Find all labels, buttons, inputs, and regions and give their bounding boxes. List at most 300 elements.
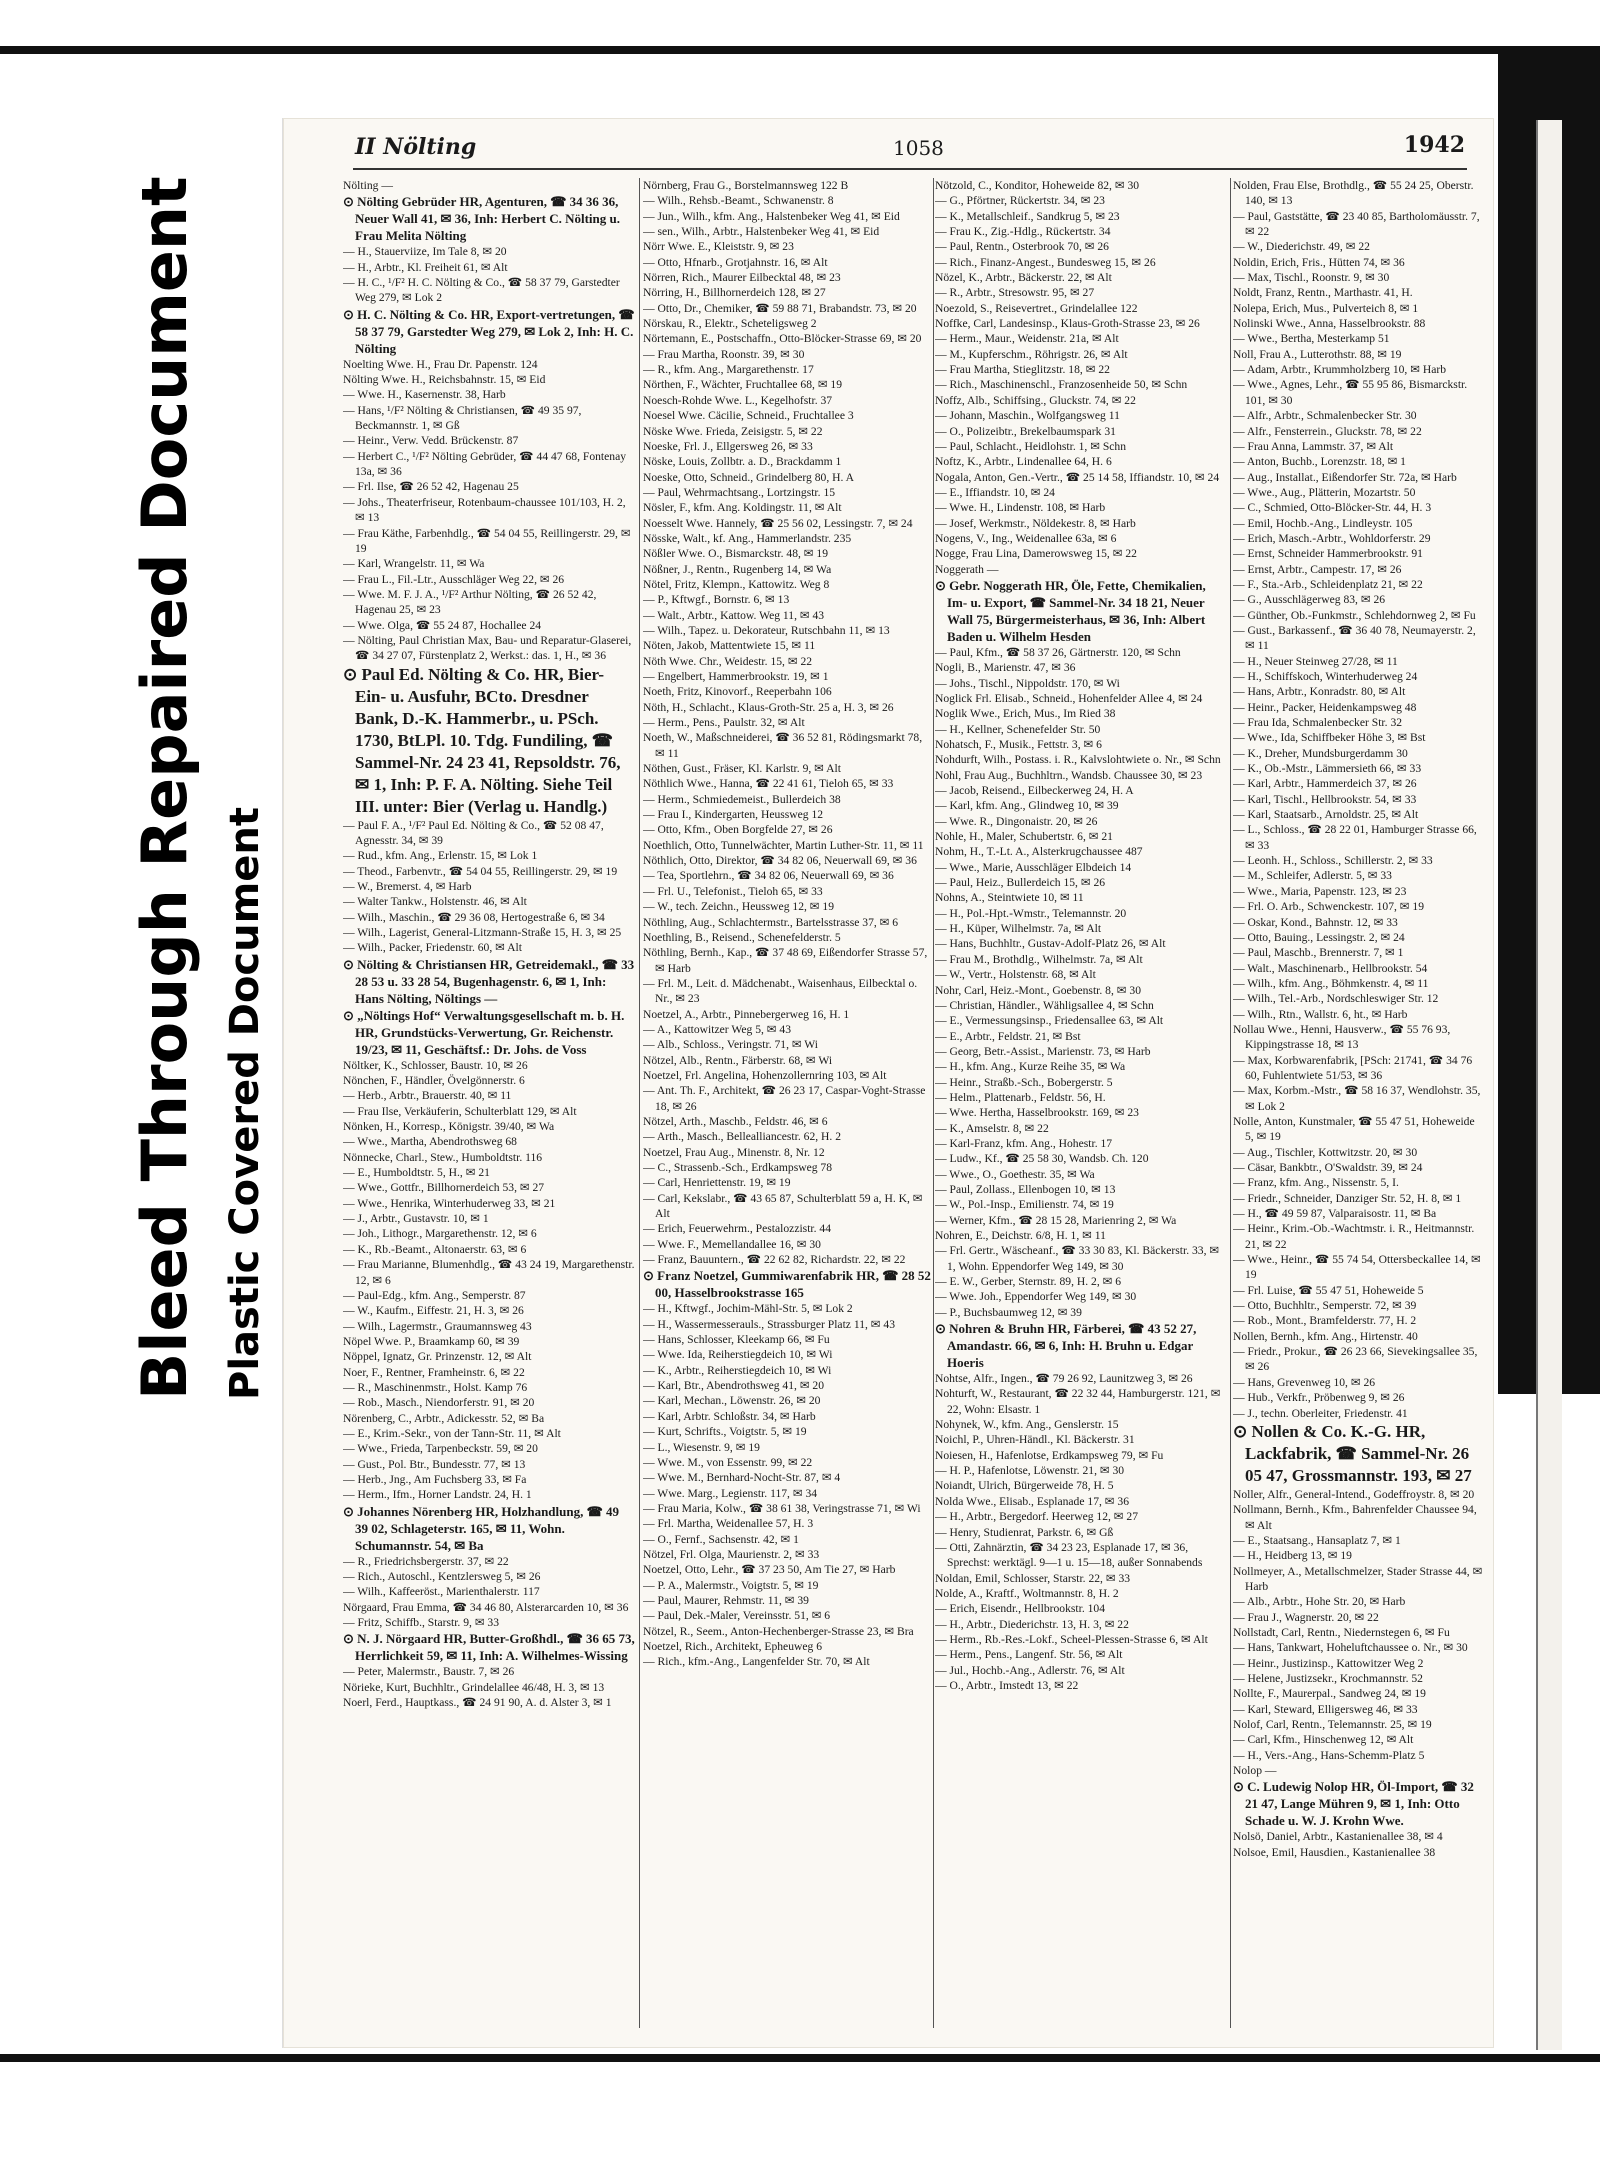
- directory-entry: — H., Schiffskoch, Winterhuderweg 24: [1233, 670, 1418, 683]
- directory-entry: Nöten, Jakob, Mattentwiete 15, ✉ 11: [643, 639, 816, 653]
- directory-entry: — Herm., Pens., Langenf. Str. 56, ✉ Alt: [935, 1648, 1123, 1662]
- directory-entry: Noiesen, H., Hafenlotse, Erdkampsweg 79, ✉ Fu: [935, 1448, 1164, 1462]
- directory-entry: — Karl-Franz, kfm. Ang., Hohestr. 17: [935, 1136, 1113, 1150]
- directory-entry: — Engelbert, Hammerbrookstr. 19, ✉ 1: [643, 670, 829, 683]
- directory-entry: Noffke, Carl, Landesinsp., Klaus-Groth-Strasse 23, ✉ 26: [935, 317, 1200, 331]
- directory-entry: — J., techn. Oberleiter, Friedenstr. 41: [1233, 1406, 1408, 1420]
- directory-entry: Nohle, H., Maler, Schubertstr. 6, ✉ 21: [935, 830, 1113, 844]
- directory-entry: Nolsö, Daniel, Arbtr., Kastanienallee 38, ✉ 4: [1233, 1830, 1443, 1844]
- directory-entry: — Frau Käthe, Farbenhdlg., ☎ 54 04 55, Reillingerstr. 29, ✉ 19: [343, 526, 631, 555]
- directory-entry: Nörenberg, C., Arbtr., Adickesstr. 52, ✉ Ba: [343, 1411, 545, 1425]
- directory-entry: — Leonh. H., Schloss., Schillerstr. 2, ✉ 33: [1233, 854, 1433, 868]
- directory-entry: Nolinski Wwe., Anna, Hasselbrookstr. 88: [1233, 317, 1426, 331]
- directory-entry: ⊙ N. J. Nörgaard HR, Butter-Großhdl., ☎ 36 65 73, Herrlichkeit 59, ✉ 11, Inh: A. Wilhelmes-Wissing: [343, 1631, 635, 1664]
- directory-entry: Nönken, H., Korresp., Königstr. 39/40, ✉ Wa: [343, 1120, 555, 1134]
- directory-entry: — G., Ausschlägerweg 83, ✉ 26: [1233, 593, 1386, 607]
- directory-entry: — Heinr., Verw. Vedd. Brückenstr. 87: [343, 434, 519, 448]
- directory-entry: Nöppel, Ignatz, Gr. Prinzenstr. 12, ✉ Alt: [343, 1350, 532, 1364]
- directory-entry: Nohatsch, F., Musik., Fettstr. 3, ✉ 6: [935, 738, 1102, 751]
- directory-entry: — Anton, Buchb., Lorenzstr. 18, ✉ 1: [1233, 455, 1406, 469]
- directory-entry: — Frl. Martha, Weidenallee 57, H. 3: [643, 1517, 814, 1531]
- directory-entry: — Jacob, Reisend., Eilbeckerweg 24, H. A: [935, 784, 1134, 798]
- directory-entry: — Joh., Lithogr., Margarethenstr. 12, ✉ 6: [343, 1227, 537, 1241]
- directory-entry: Noetzel, Frl. Angelina, Hohenzollernring 103, ✉ Alt: [643, 1068, 887, 1082]
- directory-entry: — H., Arbtr., Kl. Freiheit 61, ✉ Alt: [343, 260, 508, 274]
- directory-entry: — Hans, Arbtr., Konradstr. 80, ✉ Alt: [1233, 685, 1406, 699]
- directory-entry: — Wwe. Joh., Eppendorfer Weg 149, ✉ 30: [935, 1290, 1137, 1304]
- directory-entry: Noesel Wwe. Cäcilie, Schneid., Fruchtallee 3: [643, 409, 854, 423]
- directory-entry: Noeth, W., Maßschneiderei, ☎ 36 52 81, Rödingsmarkt 78, ✉ 11: [643, 731, 923, 760]
- directory-entry: — Ludw., Kf., ☎ 25 58 30, Wandsb. Ch. 120: [935, 1152, 1149, 1166]
- directory-entry: Nolof, Carl, Rentn., Telemannstr. 25, ✉ 19: [1233, 1718, 1432, 1731]
- directory-entry: — Karl, Staatsarb., Arnoldstr. 25, ✉ Alt: [1233, 808, 1419, 822]
- condition-stamp: [110, 70, 280, 1410]
- directory-entry: Nolle, Anton, Kunstmaler, ☎ 55 47 51, Hoheweide 5, ✉ 19: [1233, 1114, 1475, 1144]
- directory-entry: — H., Vers.-Ang., Hans-Schemm-Platz 5: [1233, 1748, 1425, 1762]
- directory-entry: Nößner, J., Rentn., Rugenberg 14, ✉ Wa: [643, 562, 832, 576]
- directory-entry: Noesch-Rohde Wwe. L., Kegelhofstr. 37: [643, 393, 833, 407]
- directory-entry: — P., Buchsbaumweg 12, ✉ 39: [935, 1305, 1082, 1319]
- directory-entry: Nöthling, Aug., Schlachtermstr., Bartelsstrasse 37, ✉ 6: [643, 915, 899, 929]
- directory-entry: — Helene, Justizsekr., Krochmannstr. 52: [1233, 1671, 1423, 1685]
- directory-entry: — O., Polizeibtr., Brekelbaumspark 31: [935, 424, 1116, 438]
- directory-entry: — Rob., Masch., Niendorferstr. 91, ✉ 20: [343, 1396, 535, 1410]
- directory-entry: — H. C., ¹/F² H. C. Nölting & Co., ☎ 58 37 79, Garstedter Weg 279, ✉ Lok 2: [343, 276, 620, 305]
- directory-entry: — Hans, ¹/F² Nölting & Christiansen, ☎ 49 35 97, Beckmannstr. 1, ✉ Gß: [343, 403, 582, 433]
- directory-entry: — Ernst, Arbtr., Campestr. 17, ✉ 26: [1233, 562, 1402, 576]
- directory-entry: Noldin, Erich, Fris., Hütten 74, ✉ 36: [1233, 255, 1405, 269]
- directory-entry: ⊙ Gebr. Noggerath HR, Öle, Fette, Chemikalien, Im- u. Export, ☎ Sammel-Nr. 34 18 21, Neuer Wall 75, Bürgermeisterhaus, ✉ 36, Inh: Albert Baden u. Wilhelm Hesden: [935, 577, 1206, 644]
- directory-entry: — Christian, Händler., Wähligsallee 4, ✉ Schn: [935, 998, 1154, 1012]
- directory-entry: — Emil, Hochb.-Ang., Lindleystr. 105: [1233, 516, 1413, 530]
- directory-entry: Nöthen, Gust., Fräser, Kl. Karlstr. 9, ✉ Alt: [643, 762, 841, 776]
- directory-entry: — Frl. Ilse, ☎ 26 52 42, Hagenau 25: [343, 480, 519, 494]
- directory-entry: — Herb., Arbtr., Brauerstr. 40, ✉ 11: [343, 1089, 512, 1103]
- directory-entry: — Herm., Rb.-Res.-Lokf., Scheel-Plessen-Strasse 6, ✉ Alt: [935, 1632, 1208, 1646]
- entry-column-4: [1233, 178, 1483, 2028]
- directory-entry: — E., Krim.-Sekr., von der Tann-Str. 11, ✉ Alt: [343, 1426, 561, 1440]
- directory-entry: Nösske, Walt., kf. Ang., Hammerlandstr. 235: [643, 531, 852, 545]
- directory-entry: Nötzel, Frl. Olga, Maurienstr. 2, ✉ 33: [643, 1547, 820, 1561]
- directory-entry: Nöske, Louis, Zollbtr. a. D., Brackdamm 1: [643, 455, 842, 469]
- directory-entry: — Herm., Ifm., Horner Landstr. 24, H. 1: [343, 1488, 532, 1502]
- directory-entry: — Wwe., Frieda, Tarpenbeckstr. 59, ✉ 20: [343, 1442, 538, 1456]
- directory-entry: Noetzel, Frau Aug., Minenstr. 8, Nr. 12: [643, 1145, 825, 1159]
- directory-entry: — Herm., Maur., Weidenstr. 21a, ✉ Alt: [935, 332, 1119, 346]
- directory-entry: — K., Rb.-Beamt., Altonaerstr. 63, ✉ 6: [343, 1242, 527, 1256]
- directory-entry: Noesselt Wwe. Hannely, ☎ 25 56 02, Lessingstr. 7, ✉ 24: [643, 516, 913, 530]
- directory-entry: — Ant. Th. F., Architekt, ☎ 26 23 17, Caspar-Voght-Strasse 18, ✉ 26: [643, 1084, 926, 1113]
- directory-entry: Noetzel, A., Arbtr., Pinnebergerweg 16, H. 1: [643, 1007, 850, 1021]
- directory-entry: Nöthling, Bernh., Kap., ☎ 37 48 69, Eißendorfer Strasse 57, ✉ Harb: [643, 946, 928, 975]
- directory-entry: — Kurt, Schrifts., Voigtstr. 5, ✉ 19: [643, 1425, 807, 1439]
- stamp-plastic-covered: Plastic Covered Document: [222, 806, 268, 1400]
- directory-entry: — M., Schleifer, Adlerstr. 5, ✉ 33: [1233, 869, 1392, 883]
- directory-entry: — Johann, Maschin., Wolfgangsweg 11: [935, 409, 1120, 423]
- directory-entry: — Karl, Wrangelstr. 11, ✉ Wa: [343, 557, 485, 571]
- entry-column-2: [643, 178, 931, 2028]
- directory-entry: — H., Arbtr., Bergedorf. Heerweg 12, ✉ 27: [935, 1510, 1139, 1524]
- directory-entry: — W., Kaufm., Eiffestr. 21, H. 3, ✉ 26: [343, 1304, 524, 1318]
- directory-entry: — R., Friedrichsbergerstr. 37, ✉ 22: [343, 1554, 509, 1568]
- directory-entry: ⊙ Johannes Nörenberg HR, Holzhandlung, ☎ 49 39 02, Schlageterstr. 165, ✉ 11, Wohn. Schumannstr. 54, ✉ Ba: [343, 1503, 620, 1553]
- directory-entry: Noeske, Otto, Schneid., Grindelberg 80, H. A: [643, 470, 855, 484]
- directory-entry: — Fritz, Schiffb., Starstr. 9, ✉ 33: [343, 1616, 500, 1630]
- directory-entry: ⊙ „Nöltings Hof“ Verwaltungsgesellschaft m. b. H. HR, Grundstücks-Verwertung, Gr. Reichenstr. 19/23, ✉ 11, Geschäftsf.: Dr. Johs. de Voss: [343, 1007, 625, 1057]
- directory-entry: — Frau Marianne, Blumenhdlg., ☎ 43 24 19, Margarethenstr. 12, ✉ 6: [343, 1258, 635, 1287]
- directory-entry: ⊙ Franz Noetzel, Gummiwarenfabrik HR, ☎ 28 52 00, Hasselbrookstrasse 165: [643, 1268, 931, 1301]
- directory-entry: — Georg, Betr.-Assist., Marienstr. 73, ✉ Harb: [935, 1044, 1151, 1058]
- directory-entry: Nösler, F., kfm. Ang. Koldingstr. 11, ✉ Alt: [643, 501, 842, 515]
- directory-entry: — H., Wassermesserauls., Strassburger Platz 11, ✉ 43: [643, 1317, 895, 1331]
- directory-entry: — Karl, Mechan., Löwenstr. 26, ✉ 20: [643, 1394, 821, 1408]
- directory-entry: Nötzel, Arth., Maschb., Feldstr. 46, ✉ 6: [643, 1114, 828, 1128]
- directory-entry: — Heinr., Straßb.-Sch., Bobergerstr. 5: [935, 1075, 1113, 1089]
- directory-entry: — Rich., Finanz-Angest., Bundesweg 15, ✉ 26: [935, 255, 1156, 269]
- directory-entry: — Alb., Arbtr., Hohe Str. 20, ✉ Harb: [1233, 1595, 1406, 1609]
- directory-entry: — Wwe., Marie, Ausschläger Elbdeich 14: [935, 860, 1132, 874]
- directory-entry: — Frl. M., Leit. d. Mädchenabt., Waisenhaus, Eilbecktal o. Nr., ✉ 23: [643, 976, 918, 1006]
- directory-entry: — Hans, Schlosser, Kleekamp 66, ✉ Fu: [643, 1333, 830, 1347]
- directory-entry: — Wwe. R., Dingonaistr. 20, ✉ 26: [935, 814, 1098, 828]
- directory-entry: Nörr Wwe. E., Kleiststr. 9, ✉ 23: [643, 240, 794, 254]
- directory-entry: — G., Pförtner, Rückertstr. 34, ✉ 23: [935, 194, 1105, 208]
- directory-entry: — Wwe. Marg., Legienstr. 117, ✉ 34: [643, 1486, 818, 1500]
- directory-entry: — L., Schloss., ☎ 28 22 01, Hamburger Strasse 66, ✉ 33: [1233, 823, 1477, 852]
- directory-entry: — Paul, Maschb., Brennerstr. 7, ✉ 1: [1233, 946, 1404, 960]
- directory-entry: — Paul F. A., ¹/F² Paul Ed. Nölting & Co., ☎ 52 08 47, Agnesstr. 34, ✉ 39: [343, 818, 604, 847]
- directory-entry: Nöth, H., Schlacht., Klaus-Groth-Str. 25 a, H. 3, ✉ 26: [643, 700, 894, 714]
- directory-entry: — Paul, Zollass., Ellenbogen 10, ✉ 13: [935, 1182, 1116, 1196]
- directory-entry: — Otti, Zahnärztin, ☎ 34 23 23, Esplanade 17, ✉ 36, Sprechst: werktägl. 9—1 u. 15—18, außer Sonnabends: [935, 1540, 1203, 1570]
- directory-entry: — Paul, Wehrmachtsang., Lortzingstr. 15: [643, 485, 836, 499]
- directory-entry: Nogge, Frau Lina, Damerowsweg 15, ✉ 22: [935, 547, 1137, 561]
- directory-entry: Nohren, E., Deichstr. 6/8, H. 1, ✉ 11: [935, 1229, 1106, 1242]
- directory-entry: — Heinr., Packer, Heidenkampsweg 48: [1233, 700, 1417, 714]
- directory-entry: — Frl. Gertr., Wäscheanf., ☎ 33 30 83, Kl. Bäckerstr. 33, ✉ 1, Wohn. Eppendorfer Weg 149, ✉ 30: [935, 1244, 1220, 1273]
- directory-entry: — Otto, Buchhltr., Semperstr. 72, ✉ 39: [1233, 1299, 1417, 1313]
- directory-entry: — Wilh., Packer, Friedenstr. 60, ✉ Alt: [343, 941, 522, 955]
- directory-entry: Nöthlich Wwe., Hanna, ☎ 22 41 61, Tieloh 65, ✉ 33: [643, 777, 894, 791]
- directory-entry: — Herb., Jng., Am Fuchsberg 33, ✉ Fa: [343, 1472, 527, 1486]
- directory-entry: — Gust., Pol. Btr., Bundesstr. 77, ✉ 13: [343, 1457, 526, 1471]
- directory-entry: — Frau J., Wagnerstr. 20, ✉ 22: [1233, 1610, 1379, 1624]
- directory-entry: — F., Sta.-Arb., Schleidenplatz 21, ✉ 22: [1233, 577, 1423, 591]
- directory-entry: — Johs., Tischl., Nippoldstr. 170, ✉ Wi: [935, 676, 1120, 690]
- directory-entry: — Frl. U., Telefonist., Tieloh 65, ✉ 33: [643, 884, 823, 898]
- directory-entry: — Herm., Pens., Paulstr. 32, ✉ Alt: [643, 716, 805, 730]
- directory-entry: — Wwe., Aug., Plätterin, Mozartstr. 50: [1233, 485, 1416, 499]
- directory-entry: Nollmeyer, A., Metallschmelzer, Stader Strasse 44, ✉ Harb: [1233, 1564, 1483, 1593]
- directory-entry: Nolepa, Erich, Mus., Pulverteich 8, ✉ 1: [1233, 301, 1419, 315]
- directory-entry: — Otto, Bauing., Lessingstr. 2, ✉ 24: [1233, 930, 1405, 944]
- directory-entry: — Oskar, Kond., Bahnstr. 12, ✉ 33: [1233, 915, 1398, 929]
- directory-entry: — Karl, Tischl., Hellbrookstr. 54, ✉ 33: [1233, 792, 1417, 806]
- directory-entry: — H., Stauerviize, Im Tale 8, ✉ 20: [343, 245, 507, 259]
- directory-entry: — J., Arbtr., Gustavstr. 10, ✉ 1: [343, 1212, 489, 1226]
- directory-entry: Noerl, Ferd., Hauptkass., ☎ 24 91 90, A. d. Alster 3, ✉ 1: [343, 1696, 612, 1710]
- directory-page: [282, 118, 1494, 2048]
- directory-entry: — Nölting, Paul Christian Max, Bau- und Reparatur-Glaserei, ☎ 34 27 07, Fürstenplatz 2, Werkst.: das. 1, H., ✉ 36: [343, 633, 632, 663]
- directory-entry: — Alb., Schloss., Veringstr. 71, ✉ Wi: [643, 1038, 819, 1052]
- directory-entry: — W., Vertr., Holstenstr. 68, ✉ Alt: [935, 968, 1096, 982]
- directory-entry: — Helm., Plattenarb., Feldstr. 56, H.: [935, 1090, 1106, 1104]
- directory-entry: — Wwe., O., Goethestr. 35, ✉ Wa: [935, 1167, 1095, 1181]
- column-divider: [933, 178, 934, 2028]
- directory-entry: — Herbert C., ¹/F² Nölting Gebrüder, ☎ 44 47 68, Fontenay 13a, ✉ 36: [343, 449, 627, 479]
- directory-entry: — Aug., Tischler, Kottwitzstr. 20, ✉ 30: [1233, 1145, 1418, 1159]
- directory-entry: — Paul, Maurer, Rehmstr. 11, ✉ 39: [643, 1593, 809, 1607]
- directory-entry: — Max, Korbm.-Mstr., ☎ 58 16 37, Wendlohstr. 35, ✉ Lok 2: [1233, 1084, 1481, 1113]
- directory-entry: — sen., Wilh., Arbtr., Halstenbeker Weg 41, ✉ Eid: [643, 225, 880, 239]
- directory-entry: — Alfr., Arbtr., Schmalenbecker Str. 30: [1233, 409, 1417, 423]
- directory-entry: — Paul, Heiz., Bullerdeich 15, ✉ 26: [935, 876, 1106, 890]
- directory-entry: — Wwe., Maria, Papenstr. 123, ✉ 23: [1233, 884, 1407, 898]
- directory-entry: Noeske, Frl. J., Ellgersweg 26, ✉ 33: [643, 439, 813, 453]
- directory-entry: Nolda Wwe., Elisab., Esplanade 17, ✉ 36: [935, 1494, 1129, 1508]
- directory-entry: — Wilh., Tel.-Arb., Nordschleswiger Str. 12: [1233, 992, 1439, 1006]
- directory-entry: Nogli, B., Marienstr. 47, ✉ 36: [935, 661, 1076, 675]
- directory-entry: — Karl, Steward, Elligersweg 46, ✉ 33: [1233, 1702, 1418, 1716]
- directory-entry: — Erich, Masch.-Arbtr., Wohldorferstr. 29: [1233, 531, 1431, 545]
- directory-entry: — P., Kftwgf., Bornstr. 6, ✉ 13: [643, 593, 790, 607]
- directory-entry: — Otto, Dr., Chemiker, ☎ 59 88 71, Brabandstr. 73, ✉ 20: [643, 301, 917, 315]
- directory-entry: — K., Ob.-Mstr., Lämmersieth 66, ✉ 33: [1233, 762, 1422, 776]
- directory-entry: Nönnecke, Charl., Stew., Humboldtstr. 116: [343, 1150, 543, 1164]
- directory-entry: Nözel, K., Arbtr., Bäckerstr. 22, ✉ Alt: [935, 271, 1112, 285]
- directory-entry: — Rich., Autoschl., Kentzlersweg 5, ✉ 26: [343, 1570, 541, 1583]
- directory-entry: — R., kfm. Ang., Margarethenstr. 17: [643, 363, 814, 377]
- directory-entry: Noglik Wwe., Erich, Mus., Im Ried 38: [935, 707, 1116, 721]
- directory-entry: — Frau L., Fil.-Ltr., Ausschläger Weg 22, ✉ 26: [343, 572, 565, 586]
- directory-entry: — H., Heidberg 13, ✉ 19: [1233, 1549, 1352, 1563]
- directory-entry: — Rob., Mont., Bramfelderstr. 77, H. 2: [1233, 1314, 1417, 1328]
- directory-entry: ⊙ Nölting Gebrüder HR, Agenturen, ☎ 34 36 36, Neuer Wall 41, ✉ 36, Inh: Herbert C. Nölting u. Frau Melita Nölting: [343, 194, 620, 244]
- directory-entry: — Otto, Hfnarb., Grotjahnstr. 16, ✉ Alt: [643, 255, 828, 269]
- directory-entry: — Paul-Edg., kfm. Ang., Semperstr. 87: [343, 1288, 526, 1302]
- directory-entry: Nötzel, R., Seem., Anton-Hechenberger-Strasse 23, ✉ Bra: [643, 1624, 914, 1638]
- directory-entry: — K., Arbtr., Reiherstiegdeich 10, ✉ Wi: [643, 1363, 832, 1377]
- directory-entry: — Wwe., Henrika, Winterhuderweg 33, ✉ 21: [343, 1196, 556, 1210]
- directory-entry: Noffz, Alb., Schiffsing., Gluckstr. 74, ✉ 22: [935, 393, 1136, 407]
- directory-entry: ⊙ Nohren & Bruhn HR, Färberei, ☎ 43 52 27, Amandastr. 66, ✉ 6, Inh: H. Bruhn u. Edgar Hoeris: [935, 1321, 1197, 1371]
- directory-entry: Noggerath —: [935, 562, 999, 576]
- column-divider: [639, 178, 640, 2028]
- directory-entry: — R., Arbtr., Stresowstr. 95, ✉ 27: [935, 286, 1095, 300]
- directory-entry: — Wwe. M., von Essenstr. 99, ✉ 22: [643, 1455, 813, 1469]
- directory-entry: Nöltker, K., Schlosser, Baustr. 10, ✉ 26: [343, 1058, 528, 1072]
- directory-entry: — Frau K., Zig.-Hdlg., Rückertstr. 34: [935, 225, 1111, 239]
- directory-entry: — Adam, Arbtr., Krummholzberg 10, ✉ Harb: [1233, 363, 1447, 377]
- directory-entry: Nönchen, F., Händler, Övelgönnerstr. 6: [343, 1074, 525, 1088]
- directory-entry: Noftz, K., Arbtr., Lindenallee 64, H. 6: [935, 455, 1112, 469]
- directory-entry: Noetzel, Rich., Architekt, Epheuweg 6: [643, 1639, 823, 1653]
- directory-entry: Noglick Frl. Elisab., Schneid., Hohenfelder Allee 4, ✉ 24: [935, 691, 1203, 705]
- directory-entry: — C., Strassenb.-Sch., Erdkampsweg 78: [643, 1161, 833, 1174]
- directory-entry: — O., Arbtr., Imstedt 13, ✉ 22: [935, 1678, 1079, 1692]
- directory-entry: Nörren, Rich., Maurer Eilbecktal 48, ✉ 23: [643, 271, 841, 285]
- directory-entry: — Karl, kfm. Ang., Glindweg 10, ✉ 39: [935, 799, 1119, 813]
- directory-entry: — W., Pol.-Insp., Emilienstr. 74, ✉ 19: [935, 1198, 1114, 1212]
- directory-entry: — M., Kupferschm., Röhrigstr. 26, ✉ Alt: [935, 347, 1128, 361]
- directory-entry: — H., Pol.-Hpt.-Wmstr., Telemannstr. 20: [935, 906, 1127, 920]
- page-edge: [1536, 120, 1562, 2050]
- directory-entry: — Wwe., Bertha, Mesterkamp 51: [1233, 332, 1390, 346]
- directory-entry: — Rich., kfm.-Ang., Langenfelder Str. 70, ✉ Alt: [643, 1655, 870, 1669]
- directory-entry: Nohl, Frau Aug., Buchhltrn., Wandsb. Chaussee 30, ✉ 23: [935, 768, 1203, 782]
- directory-entry: Noichl, P., Uhren-Händl., Kl. Bäckerstr. 31: [935, 1433, 1135, 1447]
- directory-entry: — Cäsar, Bankbtr., O'Swaldstr. 39, ✉ 24: [1233, 1161, 1423, 1174]
- directory-entry: — Wwe. M., Bernhard-Nocht-Str. 87, ✉ 4: [643, 1471, 841, 1485]
- directory-entry: — Frau Martha, Roonstr. 39, ✉ 30: [643, 347, 805, 361]
- directory-entry: — Jul., Hochb.-Ang., Adlerstr. 76, ✉ Alt: [935, 1663, 1125, 1677]
- directory-entry: — Franz, kfm. Ang., Nissenstr. 5, I.: [1233, 1176, 1399, 1190]
- directory-entry: — H., Neuer Steinweg 27/28, ✉ 11: [1233, 654, 1398, 668]
- directory-entry: — Frl. Luise, ☎ 55 47 51, Hoheweide 5: [1233, 1283, 1424, 1297]
- directory-entry: — Wwe. H., Lindenstr. 108, ✉ Harb: [935, 501, 1106, 515]
- directory-entry: — H., Kellner, Schenefelder Str. 50: [935, 722, 1101, 736]
- directory-entry: Nöpel Wwe. P., Braamkamp 60, ✉ 39: [343, 1334, 520, 1348]
- directory-entry: — Frau Ida, Schmalenbecker Str. 32: [1233, 716, 1403, 730]
- directory-entry: — C., Schmied, Otto-Blöcker-Str. 44, H. 3: [1233, 501, 1432, 515]
- directory-entry: — Paul, Rentn., Osterbrook 70, ✉ 26: [935, 240, 1109, 254]
- directory-entry: Noldan, Emil, Schlosser, Starstr. 22, ✉ 33: [935, 1571, 1131, 1585]
- directory-entry: Nohdurft, Wilh., Postass. i. R., Kalvslohtwiete o. Nr., ✉ Schn: [935, 753, 1221, 767]
- directory-entry: — Erich, Eisendr., Hellbrookstr. 104: [935, 1602, 1106, 1616]
- directory-entry: Nohr, Carl, Heiz.-Mont., Goebenstr. 8, ✉ 30: [935, 983, 1141, 997]
- directory-entry: — Frau I., Kindergarten, Heussweg 12: [643, 808, 824, 822]
- directory-entry: — E., Iffiandstr. 10, ✉ 24: [935, 485, 1055, 499]
- directory-entry: Nollen, Bernh., kfm. Ang., Hirtenstr. 40: [1233, 1329, 1418, 1343]
- directory-entry: Nolsoe, Emil, Hausdien., Kastanienallee 38: [1233, 1845, 1436, 1859]
- directory-entry: — Heinr., Justizinsp., Kattowitzer Weg 2: [1233, 1656, 1424, 1670]
- stamp-bleed-through: Bleed Through Repaired Document: [128, 176, 201, 1400]
- header-rule: [353, 168, 1467, 170]
- directory-entry: — K., Dreher, Mundsburgerdamm 30: [1233, 746, 1408, 760]
- directory-entry: — Hans, Tankwart, Hoheluftchaussee o. Nr., ✉ 30: [1233, 1641, 1468, 1655]
- directory-entry: — E. W., Gerber, Sternstr. 89, H. 2, ✉ 6: [935, 1275, 1122, 1289]
- directory-entry: — Paul, Gaststätte, ☎ 23 40 85, Bartholomäusstr. 7, ✉ 22: [1233, 209, 1480, 239]
- directory-entry: — Friedr., Prokur., ☎ 26 23 66, Sievekingsallee 35, ✉ 26: [1233, 1345, 1478, 1374]
- directory-entry: — Wilh., Maschin., ☎ 29 36 08, Hertogestraße 6, ✉ 34: [343, 910, 605, 924]
- directory-entry: — Wwe. Olga, ☎ 55 24 87, Hochallee 24: [343, 618, 542, 632]
- directory-entry: Noethlich, Otto, Tunnelwächter, Martin Luther-Str. 11, ✉ 11: [643, 838, 924, 852]
- directory-entry: — K., Amselstr. 8, ✉ 22: [935, 1121, 1049, 1135]
- directory-entry: — Paul, Schlacht., Heidlohstr. 1, ✉ Schn: [935, 439, 1127, 453]
- directory-entry: — Wwe. H., Kasernenstr. 38, Harb: [343, 388, 506, 402]
- directory-entry: — Heinr., Krim.-Ob.-Wachtmstr. i. R., Heitmannstr. 21, ✉ 22: [1233, 1222, 1475, 1251]
- directory-entry: — Wwe., Martha, Abendrothsweg 68: [343, 1135, 517, 1149]
- directory-entry: — Frau Maria, Kolw., ☎ 38 61 38, Veringstrasse 71, ✉ Wi: [643, 1501, 921, 1515]
- directory-entry: — Josef, Werkmstr., Nöldekestr. 8, ✉ Harb: [935, 516, 1136, 530]
- directory-entry: Nörtemann, E., Postschaffn., Otto-Blöcker-Strasse 69, ✉ 20: [643, 332, 922, 346]
- directory-entry: — Herm., Schmiedemeist., Bullerdeich 38: [643, 792, 841, 806]
- directory-entry: — R., Maschinenmstr., Holst. Kamp 76: [343, 1380, 528, 1394]
- directory-entry: Nößler Wwe. O., Bismarckstr. 48, ✉ 19: [643, 547, 828, 561]
- directory-entry: Noezold, S., Reisevertret., Grindelallee 122: [935, 301, 1138, 315]
- directory-entry: — Wilh., Kaffeeröst., Marienthalerstr. 117: [343, 1585, 540, 1599]
- directory-entry: — Gust., Barkassenf., ☎ 36 40 78, Neumayerstr. 2, ✉ 11: [1233, 623, 1476, 653]
- directory-entry: — O., Fernf., Sachsenstr. 42, ✉ 1: [643, 1532, 799, 1546]
- directory-entry: — Frl. O. Arb., Schwenckestr. 107, ✉ 19: [1233, 900, 1425, 914]
- directory-entry: — Walter Tankw., Holstenstr. 46, ✉ Alt: [343, 895, 527, 909]
- column-divider: [1230, 178, 1231, 2028]
- entry-column-3: [935, 178, 1227, 2028]
- directory-entry: — Theod., Farbenvtr., ☎ 54 04 55, Reillingerstr. 29, ✉ 19: [343, 864, 618, 878]
- directory-entry: Nörskau, R., Elektr., Scheteligsweg 2: [643, 317, 817, 331]
- directory-entry: — Wwe. F., Memellandallee 16, ✉ 30: [643, 1237, 821, 1251]
- directory-entry: — H., kfm. Ang., Kurze Reihe 35, ✉ Wa: [935, 1060, 1126, 1074]
- directory-entry: — Rud., kfm. Ang., Erlenstr. 15, ✉ Lok 1: [343, 849, 538, 863]
- directory-entry: Nötzold, C., Konditor, Hoheweide 82, ✉ 30: [935, 179, 1140, 192]
- directory-entry: Noiandt, Ulrich, Bürgerweide 78, H. 5: [935, 1479, 1114, 1493]
- directory-entry: — W., Diederichstr. 49, ✉ 22: [1233, 240, 1370, 254]
- directory-entry: — E., Arbtr., Feldstr. 21, ✉ Bst: [935, 1029, 1081, 1043]
- directory-entry: — Wilh., Tapez. u. Dekorateur, Rutschbahn 11, ✉ 13: [643, 623, 890, 637]
- directory-entry: — W., tech. Zeichn., Heussweg 12, ✉ 19: [643, 900, 834, 914]
- directory-entry: — Franz, Bauuntern., ☎ 22 62 82, Richardstr. 22, ✉ 22: [643, 1253, 906, 1267]
- directory-entry: Noer, F., Rentner, Framheinstr. 6, ✉ 22: [343, 1365, 525, 1379]
- directory-entry: — H., ☎ 49 59 87, Valparaisostr. 11, ✉ Ba: [1233, 1207, 1437, 1221]
- directory-entry: — Wwe. M. F. J. A., ¹/F² Arthur Nölting, ☎ 26 52 42, Hagenau 25, ✉ 23: [343, 587, 597, 617]
- directory-entry: — E., Vermessungsinsp., Friedensallee 63, ✉ Alt: [935, 1014, 1164, 1028]
- directory-entry: — Walt., Arbtr., Kattow. Weg 11, ✉ 43: [643, 608, 825, 622]
- directory-entry: — Max, Tischl., Roonstr. 9, ✉ 30: [1233, 271, 1390, 285]
- directory-entry: Noetzel, Otto, Lehr., ☎ 37 23 50, Am Tie 27, ✉ Harb: [643, 1563, 896, 1577]
- directory-entry: — Max, Korbwarenfabrik, [PSch: 21741, ☎ 34 76 60, Fuhlentwiete 51/53, ✉ 36: [1233, 1053, 1473, 1082]
- directory-entry: Nolde, A., Kraftf., Woltmannstr. 8, H. 2: [935, 1586, 1119, 1600]
- directory-entry: Nölting Wwe. H., Reichsbahnstr. 15, ✉ Eid: [343, 373, 546, 387]
- directory-entry: — Wwe., Agnes, Lehr., ☎ 55 95 86, Bismarckstr. 101, ✉ 30: [1233, 378, 1468, 407]
- directory-entry: — Wwe., Heinr., ☎ 55 74 54, Ottersbeckallee 14, ✉ 19: [1233, 1253, 1481, 1282]
- directory-entry: — Wilh., kfm. Ang., Böhmkenstr. 4, ✉ 11: [1233, 976, 1429, 990]
- directory-entry: Nogens, V., Ing., Weidenallee 63a, ✉ 6: [935, 531, 1117, 545]
- directory-entry: Nollau Wwe., Henni, Hausverw., ☎ 55 76 93, Kippingstrasse 18, ✉ 13: [1233, 1022, 1451, 1052]
- directory-entry: — Frau Ilse, Verkäuferin, Schulterblatt 129, ✉ Alt: [343, 1104, 577, 1118]
- directory-entry: — E., Staatsang., Hansaplatz 7, ✉ 1: [1233, 1533, 1401, 1547]
- directory-entry: Noelting Wwe. H., Frau Dr. Papenstr. 124: [343, 357, 538, 371]
- directory-entry: — Jun., Wilh., kfm. Ang., Halstenbeker Weg 41, ✉ Eid: [643, 209, 900, 223]
- directory-entry: — Walt., Maschinenarb., Hellbrookstr. 54: [1233, 961, 1428, 975]
- directory-entry: ⊙ Paul Ed. Nölting & Co. HR, Bier-Ein- u. Ausfuhr, BCto. Dresdner Bank, D.-K. Hammerbr., u. PSch. 1730, BtLPl. 10. Tdg. Fundiling, ☎ Sammel-Nr. 24 23 41, Repsoldstr. 76, ✉ 1, Inh: P. F. A. Nölting. Siehe Teil III. unter: Bier (Verlag u. Handlg.): [343, 664, 621, 816]
- directory-entry: Nohns, A., Steintwiete 10, ✉ 11: [935, 891, 1084, 905]
- directory-entry: Nöske Wwe. Frieda, Zeisigstr. 5, ✉ 22: [643, 424, 823, 438]
- directory-entry: Nötel, Fritz, Klempn., Kattowitz. Weg 8: [643, 577, 830, 591]
- directory-entry: — Karl, Arbtr. Schloßstr. 34, ✉ Harb: [643, 1409, 816, 1423]
- directory-entry: — A., Kattowitzer Weg 5, ✉ 43: [643, 1022, 791, 1036]
- directory-entry: — Arth., Masch., Bellealliancestr. 62, H. 2: [643, 1130, 842, 1144]
- directory-entry: — Wilh., Lagermstr., Graumannsweg 43: [343, 1319, 532, 1333]
- directory-entry: — H., Arbtr., Diederichstr. 13, H. 3, ✉ 22: [935, 1617, 1129, 1631]
- directory-entry: — P. A., Malermstr., Voigtstr. 5, ✉ 19: [643, 1578, 819, 1592]
- directory-entry: Noll, Frau A., Lutterothstr. 88, ✉ 19: [1233, 347, 1402, 361]
- directory-entry: — Aug., Installat., Eißendorfer Str. 72a, ✉ Harb: [1233, 470, 1457, 484]
- directory-entry: Nörring, H., Billhornerdeich 128, ✉ 27: [643, 286, 826, 300]
- directory-entry: — Peter, Malermstr., Baustr. 7, ✉ 26: [343, 1665, 515, 1679]
- directory-entry: Noethling, B., Reisend., Schenefelderstr. 5: [643, 930, 841, 944]
- directory-entry: Noeth, Fritz, Kinovorf., Reeperbahn 106: [643, 685, 832, 699]
- directory-entry: — E., Humboldtstr. 5, H., ✉ 21: [343, 1166, 490, 1180]
- directory-entry: — L., Wiesenstr. 9, ✉ 19: [643, 1440, 760, 1454]
- directory-entry: Nöthlich, Otto, Direktor, ☎ 34 82 06, Neuerwall 69, ✉ 36: [643, 854, 917, 868]
- directory-entry: — Wwe., Gottfr., Billhornerdeich 53, ✉ 27: [343, 1181, 545, 1195]
- directory-entry: Nohtse, Alfr., Ingen., ☎ 79 26 92, Launitzweg 3, ✉ 26: [935, 1372, 1193, 1386]
- directory-entry: — Henry, Studienrat, Parkstr. 6, ✉ Gß: [935, 1525, 1114, 1539]
- directory-entry: Nölting —: [343, 179, 393, 192]
- directory-entry: — Werner, Kfm., ☎ 28 15 28, Marienring 2, ✉ Wa: [935, 1213, 1177, 1227]
- directory-entry: — Rich., Maschinenschl., Franzosenheide 50, ✉ Schn: [935, 378, 1188, 392]
- directory-entry: — Wilh., Rehsb.-Beamt., Schwanenstr. 8: [643, 194, 834, 208]
